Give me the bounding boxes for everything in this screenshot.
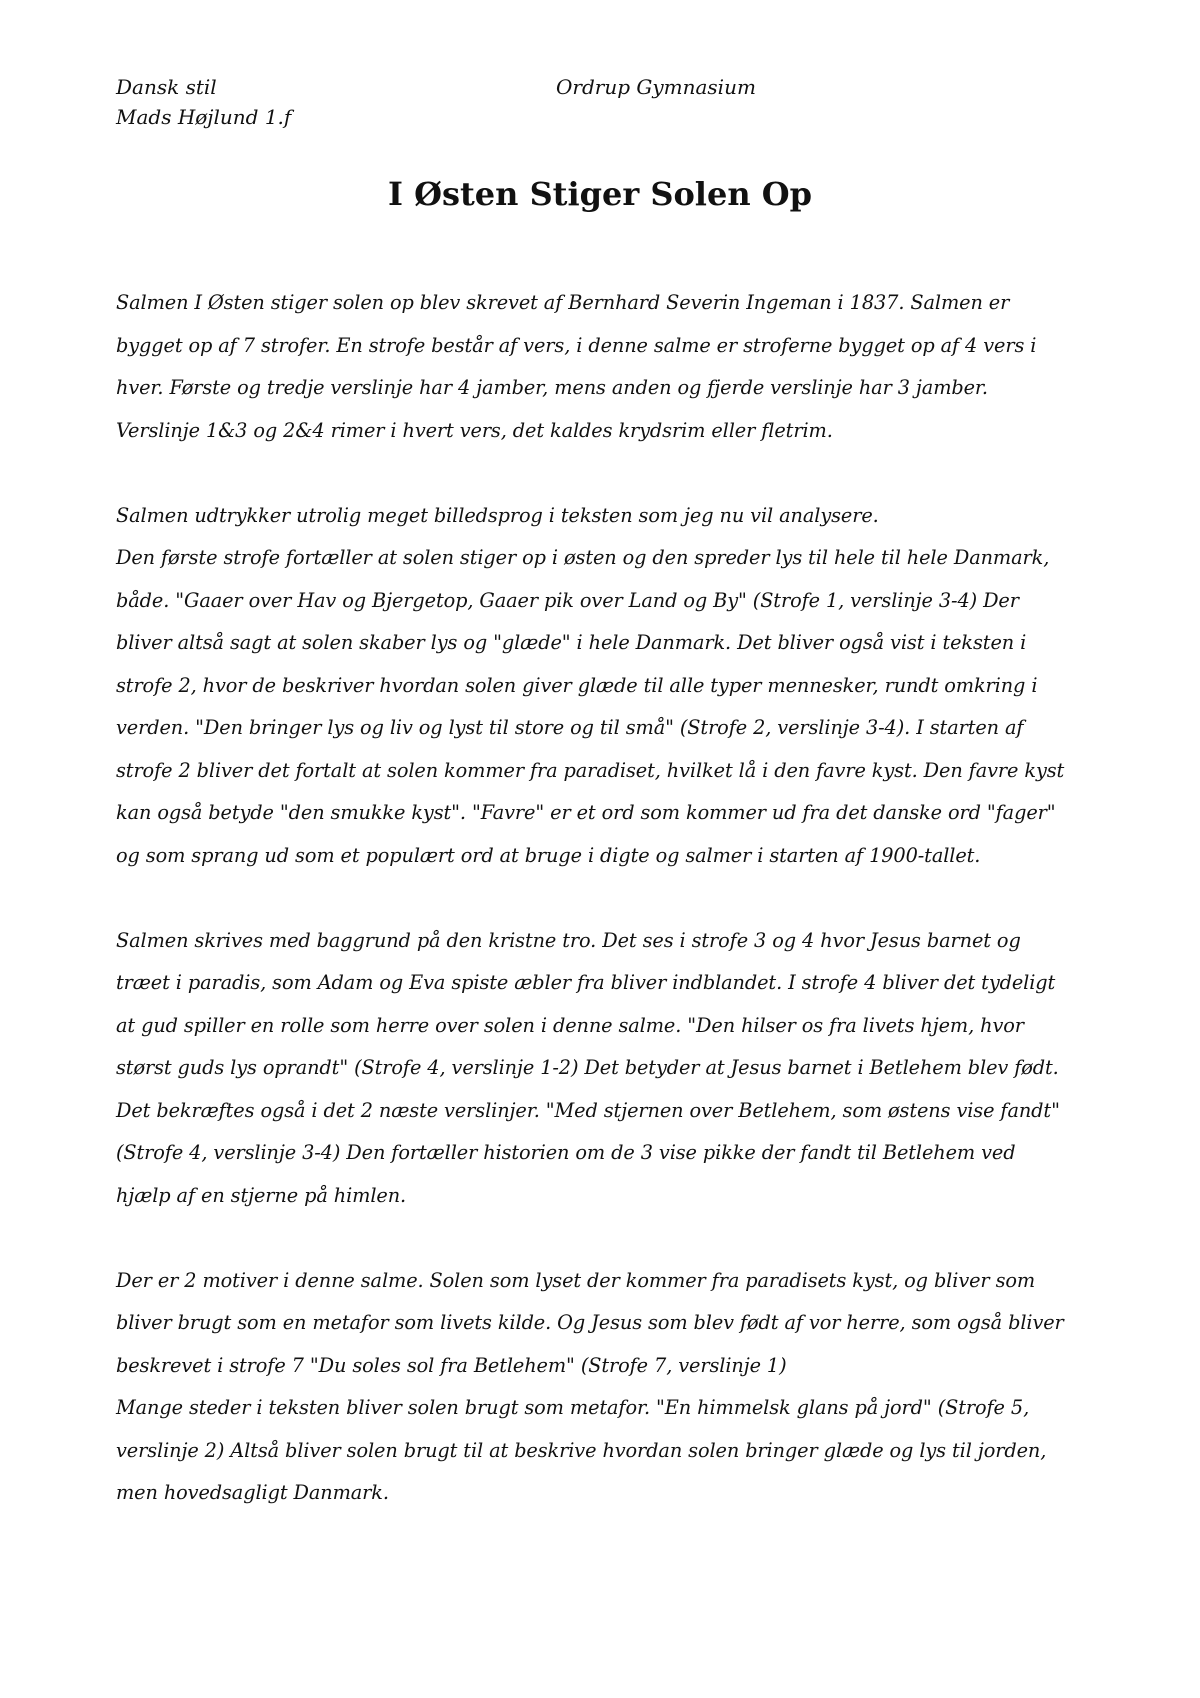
text-line: verden. "Den bringer lys og liv og lyst til store og til små" (Strofe 2, verslinje 3-4). I starten af (116, 716, 1024, 739)
paragraph-gap (116, 1217, 1101, 1260)
text-line: både. "Gaaer over Hav og Bjergetop, Gaaer pik over Land og By" (Strofe 1, verslinje 3-4) Der (116, 588, 1019, 612)
text-line: og som sprang ud som et populært ord at bruge i digte og salmer i starten af 1900-tallet. (116, 843, 981, 867)
text-line: strofe 2, hvor de beskriver hvordan solen giver glæde til alle typer mennesker, rundt omkring i (116, 673, 1038, 697)
text-line: bliver altså sagt at solen skaber lys og "glæde" i hele Danmark. Det bliver også vist i teksten i (116, 631, 1027, 654)
text-line: bygget op af 7 strofer. En strofe består af vers, i denne salme er stroferne bygget op af 4 vers i (116, 333, 1037, 357)
text-line: beskrevet i strofe 7 "Du soles sol fra Betlehem" (Strofe 7, verslinje 1) (116, 1353, 787, 1377)
header-author: Mads Højlund 1.f (116, 105, 292, 129)
text-line: strofe 2 bliver det fortalt at solen kommer fra paradiset, hvilket lå i den favre kyst. Den favre kyst (116, 758, 1065, 782)
text-line: Salmen skrives med baggrund på den kristne tro. Det ses i strofe 3 og 4 hvor Jesus barnet og (116, 928, 1021, 952)
text-line: hjælp af en stjerne på himlen. (116, 1183, 407, 1207)
paragraph-intro (116, 282, 1101, 452)
text-line: Salmen I Østen stiger solen op blev skrevet af Bernhard Severin Ingeman i 1837. Salmen er (116, 291, 1010, 314)
paragraph-faith (116, 920, 1101, 1218)
paragraph-gap (116, 877, 1101, 920)
header-school: Ordrup Gymnasium (556, 75, 756, 99)
text-line: hver. Første og tredje verslinje har 4 jamber, mens anden og fjerde verslinje har 3 jamber. (116, 376, 988, 399)
document-body (116, 282, 1101, 1515)
header-left (116, 72, 291, 132)
text-line: at gud spiller en rolle som herre over solen i denne salme. "Den hilser os fra livets hjem, hvor (116, 1013, 1024, 1037)
text-line: (Strofe 4, verslinje 3-4) Den fortæller historien om de 3 vise pikke der fandt til Betlehem ved (116, 1141, 1016, 1164)
paragraph-imagery (116, 495, 1101, 878)
text-line: bliver brugt som en metafor som livets kilde. Og Jesus som blev født af vor herre, som også bliver (116, 1311, 1064, 1334)
text-line: Verslinje 1&3 og 2&4 rimer i hvert vers, det kaldes krydsrim eller fletrim. (116, 418, 833, 442)
text-line: Det bekræftes også i det 2 næste verslinjer. "Med stjernen over Betlehem, som østens vise fandt" (116, 1098, 1060, 1122)
text-line: kan også betyde "den smukke kyst". "Favre" er et ord som kommer ud fra det danske ord "fager" (116, 801, 1056, 824)
text-line: træet i paradis, som Adam og Eva spiste æbler fra bliver indblandet. I strofe 4 bliver det tydeligt (116, 971, 1056, 994)
text-line: Mange steder i teksten bliver solen brugt som metafor. "En himmelsk glans på jord" (Strofe 5, (116, 1396, 1030, 1419)
paragraph-motifs (116, 1260, 1101, 1515)
text-line: Der er 2 motiver i denne salme. Solen som lyset der kommer fra paradisets kyst, og bliver som (116, 1268, 1036, 1292)
header-right (556, 72, 756, 102)
text-line: Salmen udtrykker utrolig meget billedsprog i teksten som jeg nu vil analysere. (116, 503, 879, 527)
text-line: verslinje 2) Altså bliver solen brugt til at beskrive hvordan solen bringer glæde og lys til jorden, (116, 1438, 1047, 1462)
document-title: I Østen Stiger Solen Op (388, 175, 812, 213)
text-line: men hovedsagligt Danmark. (116, 1481, 389, 1504)
paragraph-gap (116, 452, 1101, 495)
header-subject: Dansk stil (116, 75, 217, 99)
text-line: Den første strofe fortæller at solen stiger op i østen og den spreder lys til hele til hele Danmark, (116, 546, 1050, 569)
text-line: størst guds lys oprandt" (Strofe 4, verslinje 1-2) Det betyder at Jesus barnet i Betlehem blev født. (116, 1056, 1059, 1079)
